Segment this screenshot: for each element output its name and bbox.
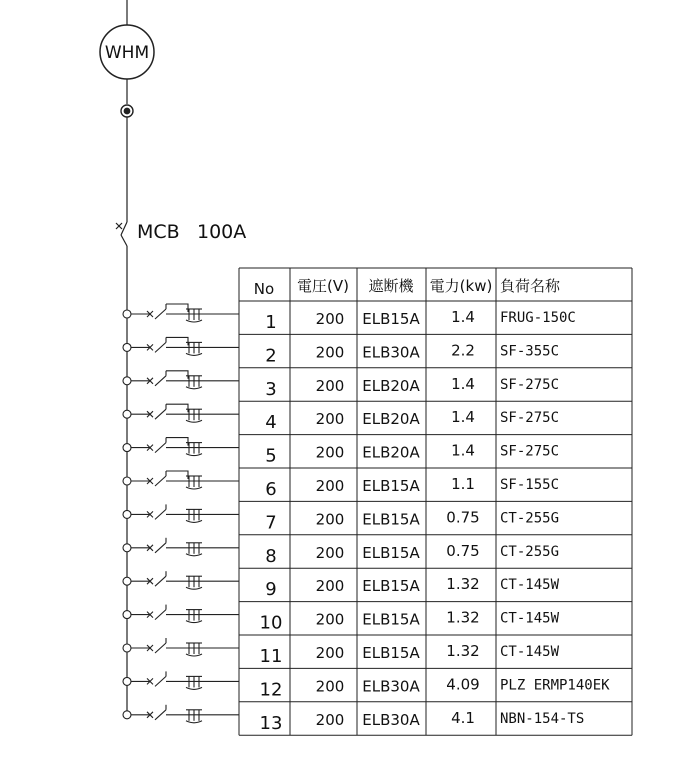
branch-node — [123, 444, 131, 452]
branch-blade — [155, 342, 166, 352]
cell-power: 1.4 — [451, 408, 475, 427]
branch-node — [123, 310, 131, 318]
cell-load: SF-275C — [500, 410, 560, 427]
cell-power: 1.32 — [446, 575, 480, 594]
cell-load: CT-145W — [500, 577, 560, 594]
cell-voltage: 200 — [315, 710, 345, 729]
cell-voltage: 200 — [315, 376, 345, 395]
elb-base — [186, 454, 202, 456]
meter-label: WHM — [104, 43, 150, 63]
elb-base — [186, 387, 202, 389]
branch-circuit — [123, 337, 239, 355]
cell-no: 12 — [259, 679, 283, 701]
cell-power: 2.2 — [451, 341, 475, 360]
branch-circuit — [123, 671, 239, 689]
cell-power: 1.32 — [446, 608, 480, 627]
table-row — [265, 508, 559, 533]
branch-node — [123, 711, 131, 719]
branch-circuit — [123, 605, 239, 623]
cell-power: 1.32 — [446, 642, 480, 660]
cell-load: SF-275C — [500, 376, 560, 393]
cell-voltage: 200 — [315, 443, 345, 462]
cell-no: 13 — [259, 712, 283, 734]
elb-base — [186, 621, 202, 623]
cell-no: 6 — [265, 479, 277, 500]
table-row — [265, 575, 559, 600]
elb-base — [186, 487, 202, 489]
cell-no: 10 — [259, 612, 283, 634]
elb-base — [186, 520, 202, 522]
table-row — [265, 375, 559, 400]
cell-breaker: ELB15A — [362, 510, 420, 529]
cell-no: 11 — [259, 646, 283, 667]
cell-load: SF-155C — [500, 477, 560, 493]
branch-test-loop — [166, 304, 188, 312]
cell-breaker: ELB15A — [362, 610, 420, 629]
cell-voltage: 200 — [315, 343, 345, 362]
table-row — [260, 609, 560, 634]
mcb-blade-lower — [121, 235, 127, 246]
cell-no: 4 — [265, 412, 277, 434]
branch-blade — [155, 309, 166, 319]
elb-base — [186, 654, 202, 656]
branch-node — [123, 644, 131, 652]
branch-blade — [155, 476, 166, 486]
elb-base — [186, 721, 202, 723]
cell-voltage: 200 — [315, 677, 345, 696]
branch-blade — [155, 576, 166, 586]
main-breaker-rating: 100A — [197, 221, 247, 243]
cell-breaker: ELB15A — [362, 477, 420, 495]
branch-circuit — [123, 705, 239, 723]
branch-blade — [155, 543, 166, 553]
cell-power: 1.4 — [451, 441, 475, 460]
cell-load: CT-145W — [500, 610, 560, 627]
branch-circuit — [123, 504, 239, 522]
header-voltage: 電圧(V) — [297, 277, 349, 295]
cell-breaker: ELB15A — [362, 310, 420, 328]
cell-voltage: 200 — [315, 644, 345, 662]
cell-power: 1.4 — [451, 308, 475, 326]
load-table — [239, 268, 632, 735]
cell-voltage: 200 — [315, 610, 345, 629]
branch-circuit — [123, 638, 239, 656]
table-row — [265, 442, 559, 467]
branch-node — [123, 577, 131, 585]
table-row — [260, 675, 611, 700]
cell-load: SF-355C — [500, 343, 560, 360]
elb-base — [186, 587, 202, 589]
branch-blade — [155, 509, 166, 519]
branch-node — [123, 677, 131, 685]
branch-node — [123, 477, 131, 485]
branch-circuit — [123, 371, 239, 389]
main-breaker-type: MCB — [137, 221, 180, 243]
branch-circuit — [123, 571, 239, 589]
cell-power: 4.1 — [451, 708, 475, 727]
table-row — [265, 408, 559, 433]
cell-breaker: ELB30A — [362, 343, 420, 362]
cell-voltage: 200 — [315, 510, 345, 529]
branch-circuit — [123, 438, 239, 456]
cell-load: NBN-154-TS — [500, 710, 585, 727]
branch-blade — [155, 676, 166, 686]
elb-base — [186, 320, 202, 322]
cell-breaker: ELB20A — [362, 410, 420, 429]
cell-no: 8 — [265, 545, 277, 567]
branch-node — [123, 611, 131, 619]
table-row — [260, 642, 560, 667]
branch-blade — [155, 376, 166, 386]
cell-no: 2 — [265, 345, 277, 367]
cell-breaker: ELB15A — [362, 577, 420, 596]
cell-breaker: ELB15A — [362, 543, 420, 562]
cell-voltage: 200 — [315, 543, 345, 562]
header-load: 負荷名称 — [500, 277, 561, 295]
cell-no: 7 — [265, 512, 277, 534]
cell-power: 0.75 — [446, 541, 480, 560]
branch-test-loop — [166, 404, 188, 412]
branch-node — [123, 377, 131, 385]
terminal-ring-inner — [124, 108, 130, 114]
table-rows — [260, 308, 611, 734]
branch-node — [123, 410, 131, 418]
cell-breaker: ELB30A — [362, 710, 420, 729]
table-row — [260, 709, 585, 734]
table-row — [265, 475, 559, 500]
cell-voltage: 200 — [315, 477, 345, 495]
cell-breaker: ELB20A — [362, 376, 420, 395]
table-row — [265, 542, 559, 567]
cell-breaker: ELB30A — [362, 677, 420, 696]
branch-circuit — [123, 304, 239, 322]
cell-no: 9 — [265, 579, 277, 601]
branch-test-loop — [166, 337, 188, 345]
cell-power: 0.75 — [446, 508, 480, 527]
branch-test-loop — [166, 371, 188, 379]
branch-blade — [155, 443, 166, 453]
branch-blade — [155, 610, 166, 620]
cell-power: 4.09 — [446, 675, 480, 694]
table-row — [265, 308, 576, 333]
cell-voltage: 200 — [315, 577, 345, 596]
cell-voltage: 200 — [315, 410, 345, 429]
cell-load: SF-275C — [500, 443, 560, 460]
branch-circuits — [123, 304, 239, 723]
cell-breaker: ELB15A — [362, 644, 420, 662]
elb-base — [186, 420, 202, 422]
cell-power: 1.4 — [451, 374, 475, 393]
branch-circuit — [123, 404, 239, 422]
cell-breaker: ELB20A — [362, 443, 420, 462]
branch-blade — [155, 643, 166, 653]
branch-circuit — [123, 471, 239, 489]
header-power: 電力(kw) — [429, 277, 493, 295]
header-no: No — [253, 280, 275, 298]
cell-load: CT-255G — [500, 543, 560, 560]
cell-load: PLZ ERMP140EK — [500, 677, 610, 694]
cell-power: 1.1 — [451, 475, 475, 493]
cell-no: 1 — [265, 312, 277, 333]
branch-node — [123, 510, 131, 518]
cell-load: CT-145W — [500, 644, 560, 660]
cell-load: FRUG-150C — [500, 310, 576, 326]
branch-circuit — [123, 538, 239, 556]
branch-blade — [155, 409, 166, 419]
branch-test-loop — [166, 438, 188, 446]
cell-no: 5 — [265, 445, 277, 467]
elb-base — [186, 353, 202, 355]
elb-base — [186, 687, 202, 689]
branch-node — [123, 343, 131, 351]
cell-voltage: 200 — [315, 310, 345, 328]
header-breaker: 遮断機 — [368, 277, 414, 295]
cell-load: CT-255G — [500, 510, 560, 527]
table-row — [265, 341, 559, 366]
elb-base — [186, 554, 202, 556]
cell-no: 3 — [265, 378, 277, 400]
branch-node — [123, 544, 131, 552]
branch-test-loop — [166, 471, 188, 479]
branch-blade — [155, 710, 166, 720]
